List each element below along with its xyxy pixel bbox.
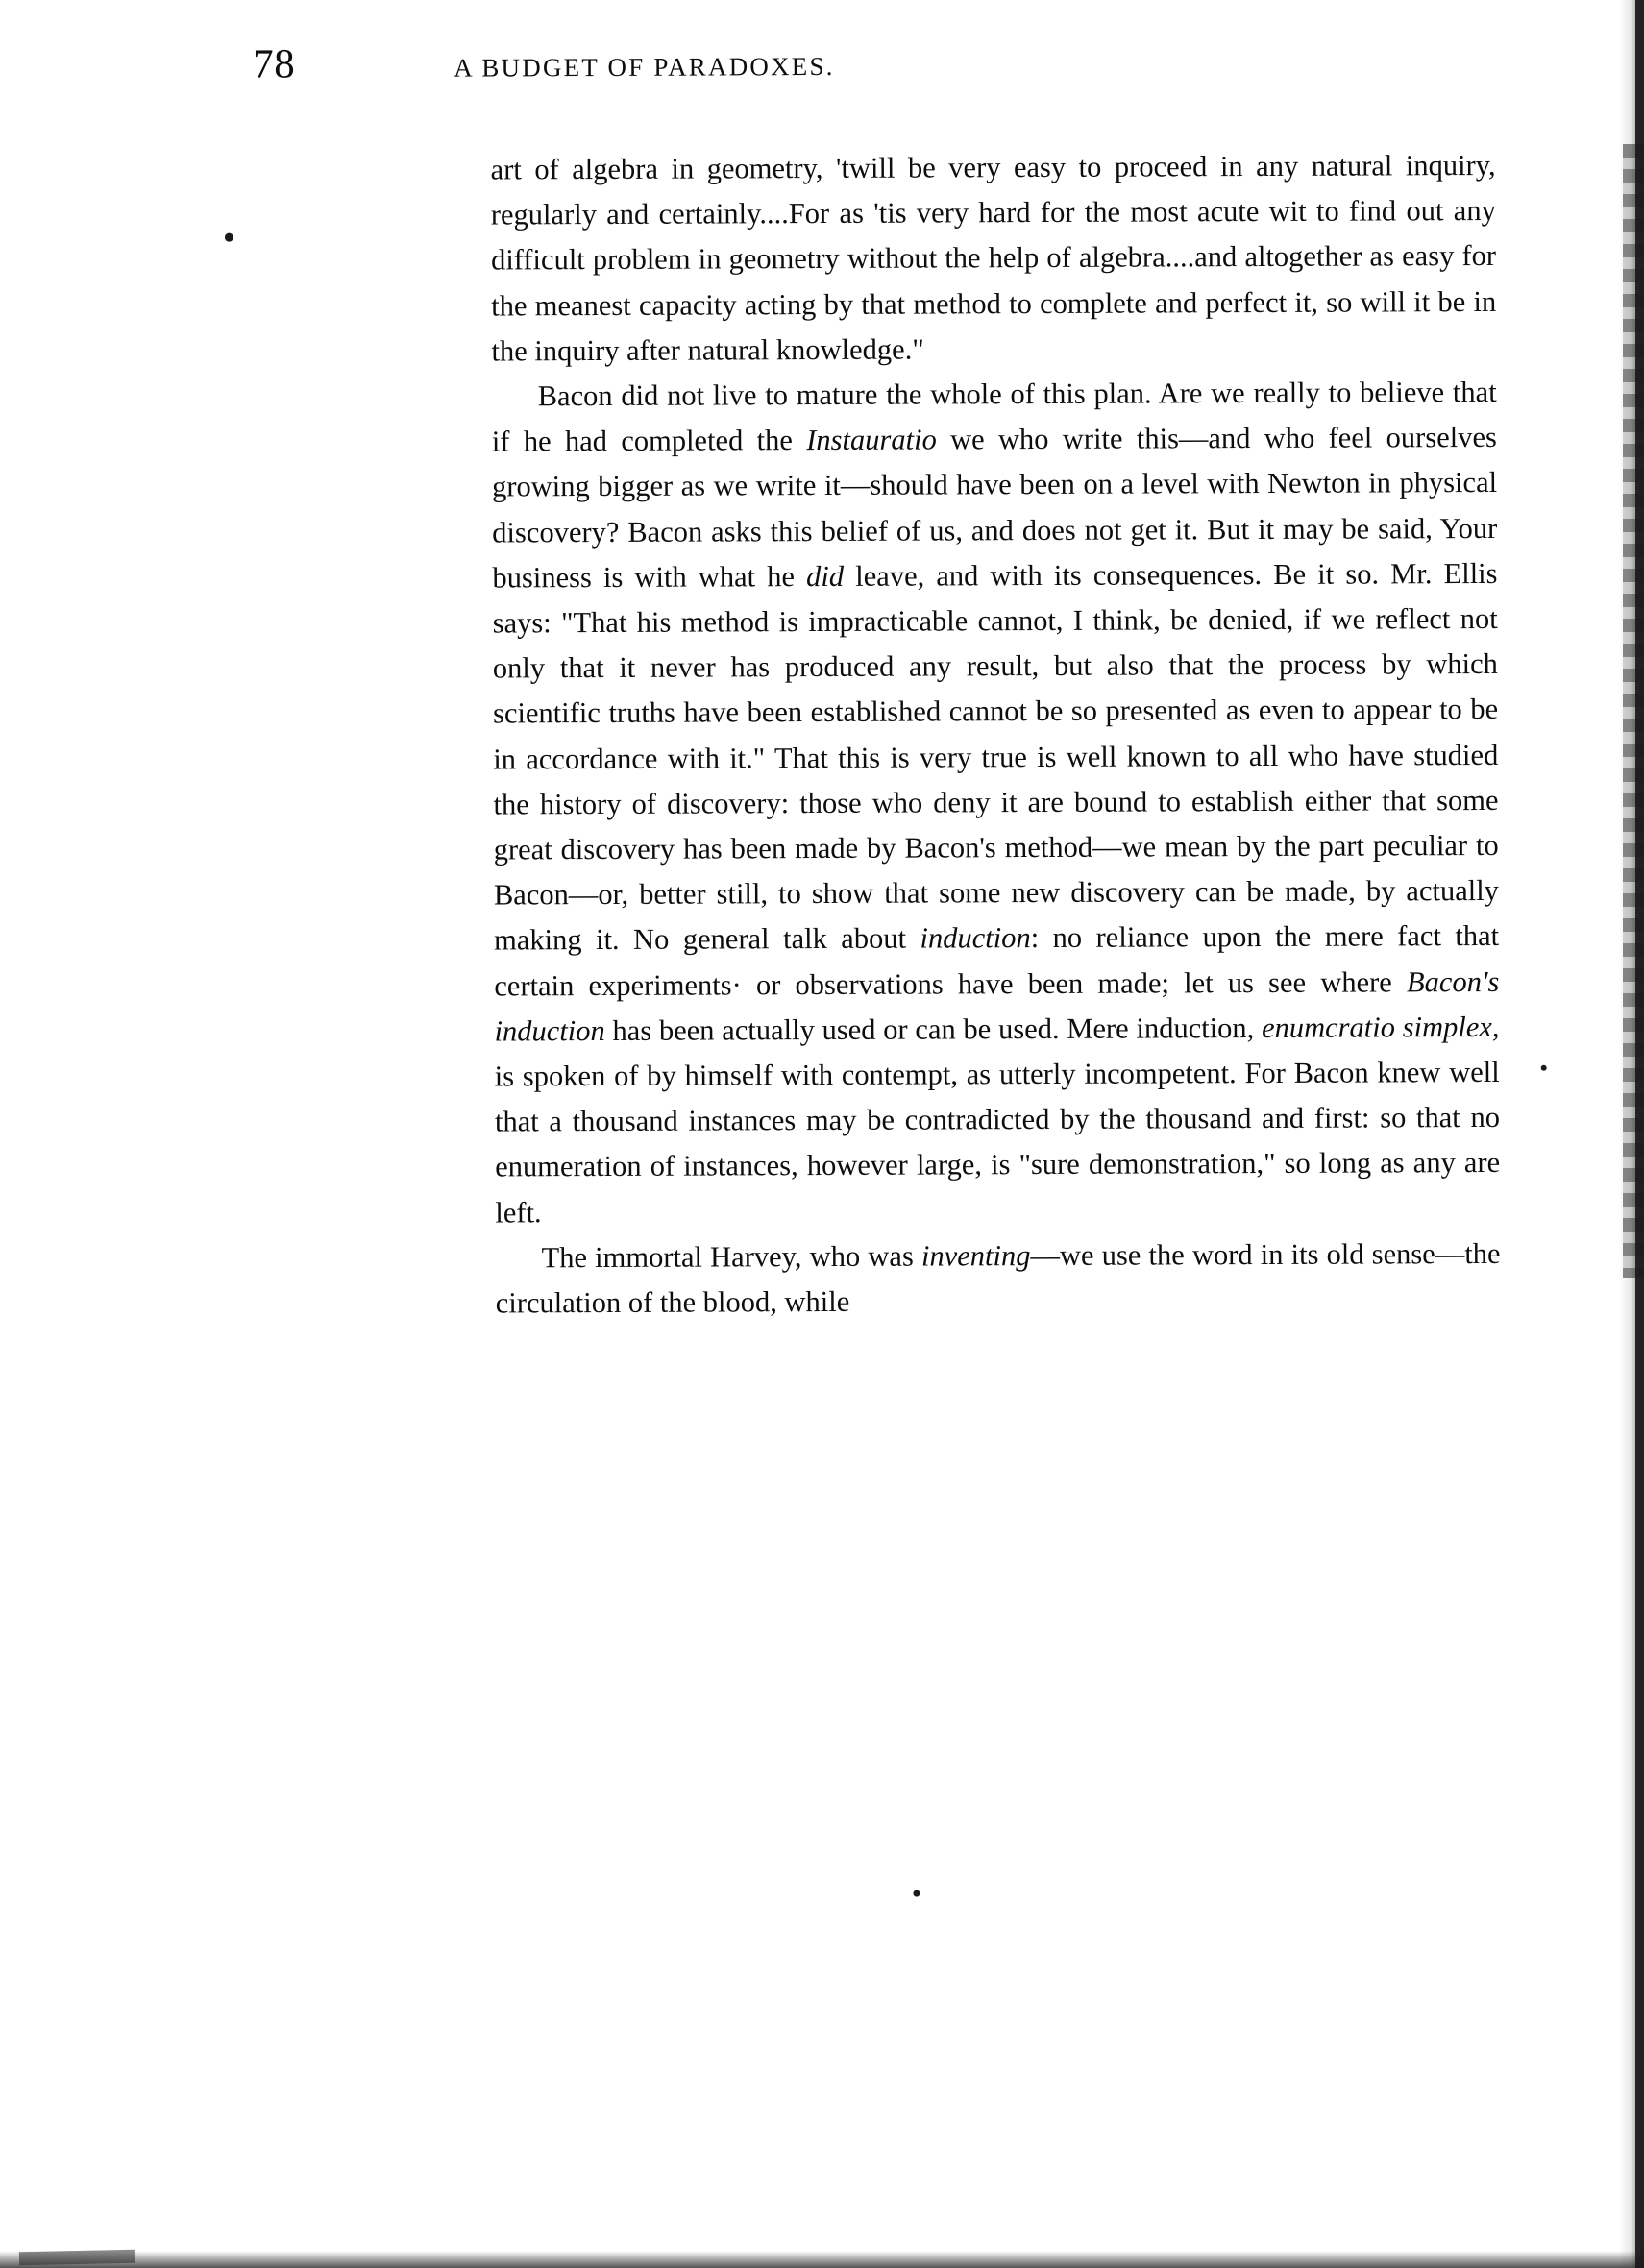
page-number: 78 (253, 41, 296, 87)
footer-mark (913, 1890, 920, 1897)
running-head: A BUDGET OF PARADOXES. (454, 51, 835, 83)
scan-edge-dark-strip (1635, 0, 1644, 2268)
paragraph-3: The immortal Harvey, who was inventing—we use the word in its old sense—the circulation of the blood, while (495, 1236, 1501, 1320)
paragraph-1: art of algebra in geometry, 'twill be very easy to proceed in any natural inquiry, regularly and certainly....For as 'tis very hard for the most acute wit to find out any difficult problem in geometry without the help of algebra....and altogether as easy for the meanest capacity acting by that method to complete and perfect it, so will it be in the inquiry after natural knowledge." (490, 148, 1497, 368)
scan-speck (1541, 1065, 1547, 1071)
paragraph-2: Bacon did not live to mature the whole of this plan. Are we really to believe that if he had completed the Instauratio we who write this—and who feel ourselves growing bigger as we write it—should have been on a level with Newton in physical discovery? Bacon asks this belief of us, and does not get it. But it may be said, Your business is with what he did leave, and with its consequences. Be it so. Mr. Ellis says: "That his method is impracticable cannot, I think, be denied, if we reflect not only that it never has produced any result, but also that the process by which scientific truths have been established cannot be so presented as even to appear to be in accordance with it." That this is very true is well known to all who have studied the history of discovery: those who deny it are bound to establish either that some great discovery has been made by Bacon's method—we mean by the part peculiar to Bacon—or, better still, to show that some new discovery can be made, by actually making it. No general talk about induction: no reliance upon the mere fact that certain experiments· or observations have been made; let us see where Bacon's induction has been actually used or can be used. Mere induction, enumcratio simplex, is spoken of by himself with contempt, as utterly incompetent. For Bacon knew well that a thousand instances may be contradicted by the thousand and first: so that no enumeration of instances, however large, is "sure demonstration," so long as any are left. (491, 375, 1501, 1230)
scan-corner-artifact (19, 2250, 135, 2266)
page-header (253, 36, 1531, 88)
scan-speck (225, 233, 233, 242)
body-text (491, 143, 1501, 1327)
